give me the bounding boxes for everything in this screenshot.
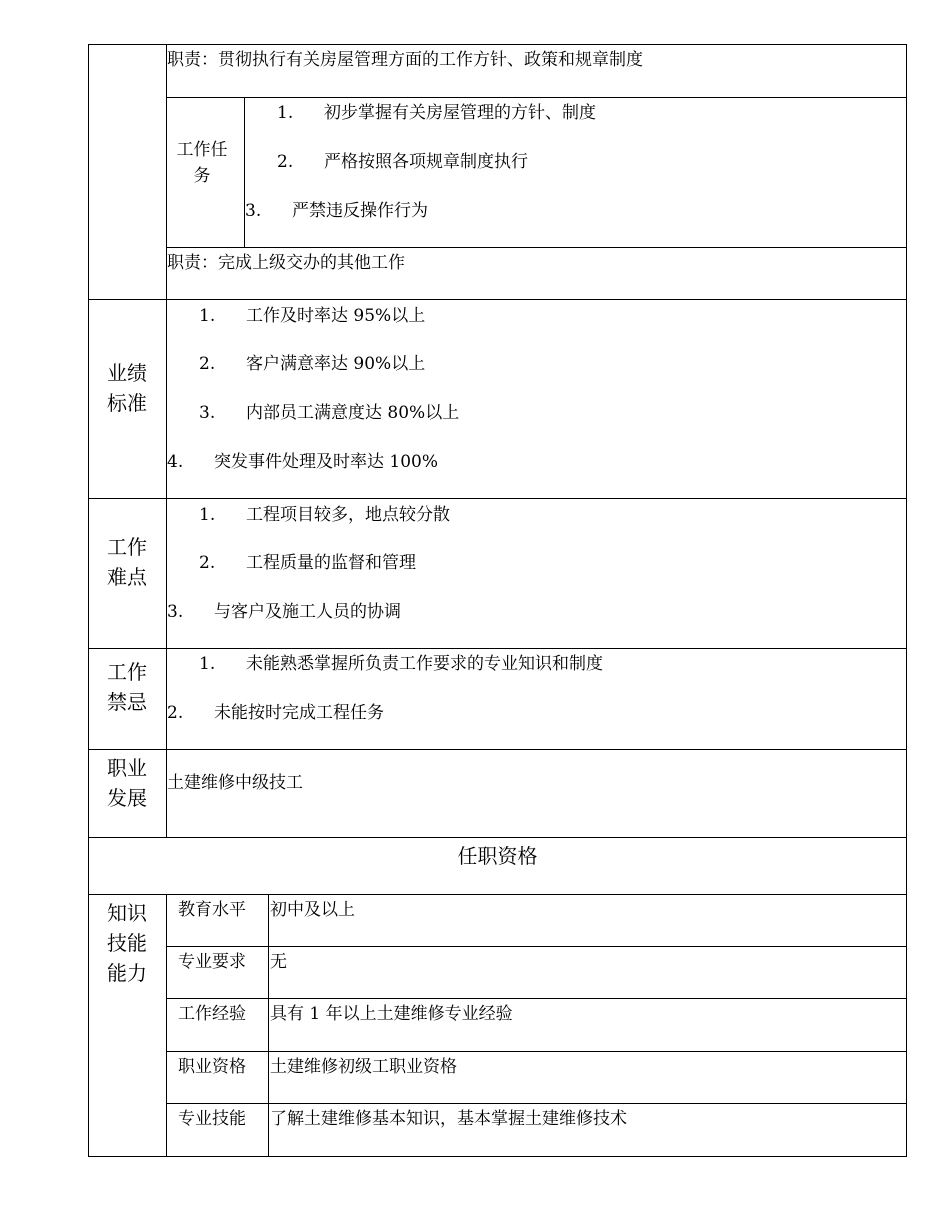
- task-label: 工作任务: [176, 140, 228, 186]
- list-number: 3.: [199, 403, 216, 423]
- qual-key: 专业技能: [178, 1109, 246, 1129]
- qual-value: 初中及以上: [270, 900, 355, 920]
- list-number: 2.: [167, 703, 184, 723]
- table-border-bottom: [88, 1156, 907, 1157]
- career-text: 土建维修中级技工: [167, 773, 303, 793]
- section-label: 职业发展: [107, 756, 147, 810]
- list-number: 2.: [199, 354, 216, 374]
- list-item: 工程质量的监督和管理: [246, 553, 416, 573]
- task-number: 3.: [245, 201, 262, 221]
- list-number: 1.: [199, 306, 216, 326]
- section-label: 业绩标准: [107, 361, 147, 415]
- table-border-top: [88, 44, 907, 45]
- qualifications-title: 任职资格: [457, 844, 538, 868]
- task-label-divider: [244, 97, 245, 247]
- list-number: 1.: [199, 505, 216, 525]
- task-number: 2.: [277, 152, 294, 172]
- row-line: [88, 894, 907, 895]
- task-text: 严格按照各项规章制度执行: [324, 152, 528, 172]
- row-line: [88, 498, 907, 499]
- task-text: 初步掌握有关房屋管理的方针、制度: [324, 103, 596, 123]
- list-item: 突发事件处理及时率达 100%: [214, 452, 439, 472]
- list-item: 工程项目较多，地点较分散: [246, 505, 450, 525]
- duty-text: 职责：贯彻执行有关房屋管理方面的工作方针、政策和规章制度: [167, 50, 643, 70]
- row-line: [166, 247, 907, 248]
- qual-value: 了解土建维修基本知识，基本掌握土建维修技术: [270, 1109, 627, 1129]
- task-number: 1.: [277, 103, 294, 123]
- row-line: [88, 837, 907, 838]
- list-item: 未能按时完成工程任务: [214, 703, 384, 723]
- section-label: 工作难点: [107, 535, 147, 589]
- list-item: 与客户及施工人员的协调: [214, 602, 401, 622]
- list-number: 1.: [199, 654, 216, 674]
- task-text: 严禁违反操作行为: [292, 201, 428, 221]
- duty-text: 职责：完成上级交办的其他工作: [167, 253, 405, 273]
- list-item: 客户满意率达 90%以上: [246, 354, 426, 374]
- list-item: 未能熟悉掌握所负责工作要求的专业知识和制度: [246, 654, 603, 674]
- qual-key: 工作经验: [178, 1004, 246, 1024]
- list-number: 2.: [199, 553, 216, 573]
- label-column-divider-lower: [166, 894, 167, 1157]
- list-item: 工作及时率达 95%以上: [246, 306, 426, 326]
- row-line: [88, 299, 907, 300]
- qual-key-divider: [268, 894, 269, 1157]
- section-label: 工作禁忌: [107, 660, 147, 714]
- qual-key: 专业要求: [178, 952, 246, 972]
- qual-key: 教育水平: [178, 900, 246, 920]
- row-line: [88, 648, 907, 649]
- table-border-left: [88, 44, 89, 1157]
- list-item: 内部员工满意度达 80%以上: [246, 403, 460, 423]
- qual-key: 职业资格: [178, 1057, 246, 1077]
- row-line: [88, 749, 907, 750]
- row-line: [166, 1103, 907, 1104]
- qual-value: 无: [270, 952, 287, 972]
- row-line: [166, 946, 907, 947]
- qual-value: 土建维修初级工职业资格: [270, 1057, 457, 1077]
- table-border-right: [906, 44, 907, 1157]
- row-line: [166, 1051, 907, 1052]
- row-line: [166, 97, 907, 98]
- section-label: 知识技能能力: [107, 901, 147, 985]
- qual-value: 具有 1 年以上土建维修专业经验: [270, 1004, 513, 1024]
- list-number: 3.: [167, 602, 184, 622]
- row-line: [166, 998, 907, 999]
- list-number: 4.: [167, 452, 184, 472]
